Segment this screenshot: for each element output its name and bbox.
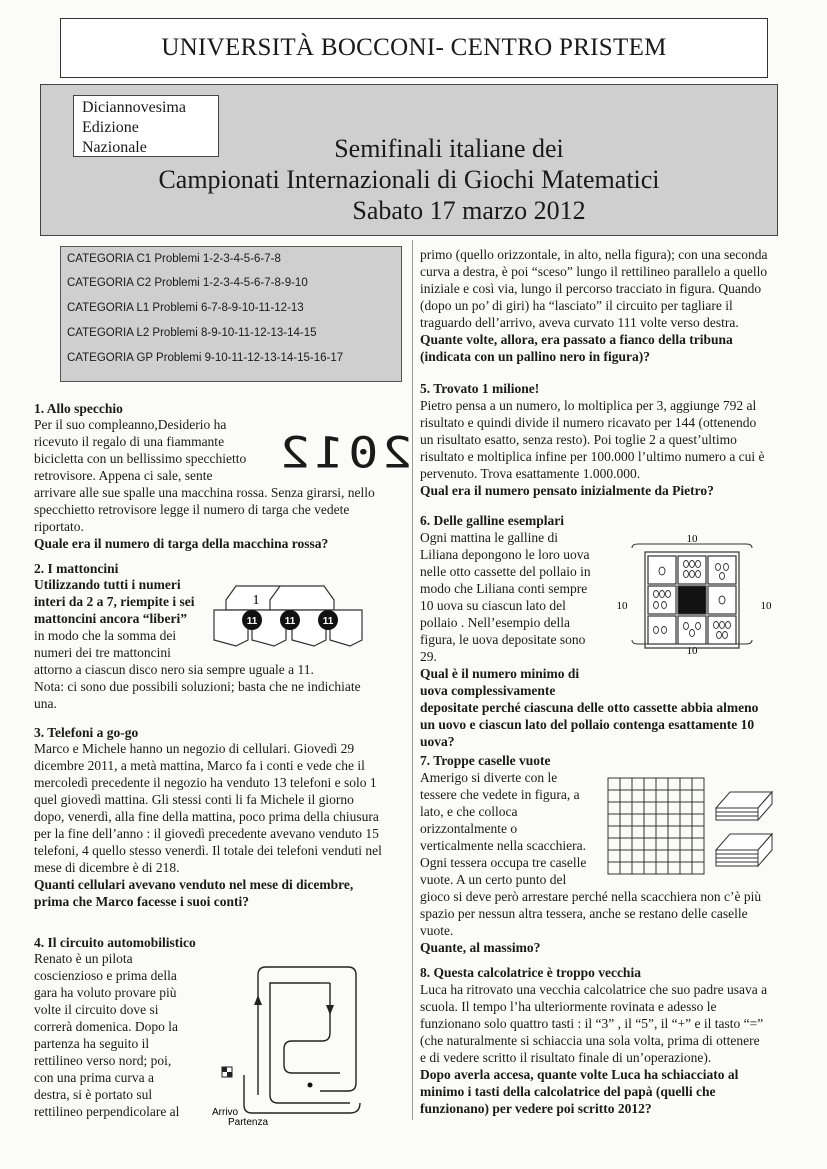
text-line: in modo che la somma dei [34,628,177,643]
category-item: CATEGORIA C2 Problemi 1-2-3-4-5-6-7-8-9-10 [67,277,308,289]
text-line: vuote. [420,923,454,938]
text-line: Liliana depongono le loro uova [420,547,590,562]
text-line: spazio per nessun altra tessera, anche se restano delle caselle [420,906,748,921]
text-line: destra, si è portato sul [34,1087,153,1102]
text-line: rettilineo perpendicolare al [34,1104,180,1119]
arrivo-label: Arrivo [212,1107,239,1118]
text-line: Ogni tessera occupa tre caselle [420,855,587,870]
text-line: Dopo averla accesa, quante volte Luca ha schiacciato al [420,1067,739,1082]
problem-4-text [34,950,179,1120]
text-line: Quante volte, allora, era passato a fianco della tribuna [420,332,733,347]
text-line: dicembre 2011, a metà mattina, Marco fa i conti e vede che il [34,758,365,773]
problem-1-question: Quale era il numero di targa della macchina rossa? [34,536,329,551]
henhouse-figure [612,530,772,658]
text-line: funzionano) per vedere poi scritto 2012? [420,1101,652,1116]
text-line: vuote. A un certo punto del [420,872,567,887]
disc-number: 11 [246,616,258,627]
text-line: quel giovedì mattina. Gli stessi conti li fa Michele il giorno [34,792,354,807]
problem-3-text [34,740,382,910]
text-line: per la fine dell’anno : il giovedì precedente avevano venduto 15 [34,826,379,841]
text-line: telefoni, 4 quello stesso venerdì. Il totale dei telefoni venduti nel [34,843,382,858]
text-line: una. [34,696,57,711]
categories-box [60,246,402,382]
text-line: coscienzioso e prima della [34,968,177,983]
disc-number: 11 [284,616,296,627]
problem-6-title: 6. Delle galline esemplari [420,513,564,528]
text-line: Amerigo si diverte con le [420,770,558,785]
problem-7-title: 7. Troppe caselle vuote [420,753,551,768]
bricks-figure [212,580,364,650]
problem-7-question: Quante, al massimo? [420,940,541,955]
text-line: Luca ha ritrovato una vecchia calcolatrice che suo padre usava a [420,982,768,997]
text-line: un risultato esatto, senza resto). Poi toglie 2 a quest’ultimo [420,432,737,447]
text-line: uova complessivamente [420,683,556,698]
text-line: Renato è un pilota [34,951,133,966]
category-item: CATEGORIA L2 Problemi 8-9-10-11-12-13-14-15 [67,327,317,339]
circuit-figure [200,955,370,1125]
text-line: correrà domenica. Dopo la [34,1019,178,1034]
text-line: e di vedere scritto il risultato finale di un’operazione). [420,1050,712,1065]
problem-1-title: 1. Allo specchio [34,401,123,416]
text-line: 29. [420,649,437,664]
text-line: lato, e che colloca [420,804,518,819]
text-line: (indicata con un pallino nero in figura)? [420,349,651,364]
text-line: mercoledì precedente il negozio ha venduto 13 telefoni e solo 1 [34,775,377,790]
text-line: ricevuto il regalo di una fiammante [34,434,225,449]
text-line: riportato. [34,519,84,534]
text-line: pervenuto. Trova esattamente 1.000.000. [420,466,641,481]
problem-5-text [420,397,765,499]
text-line: risultato e moltiplica infine per 100.000 l’ultimo numero a cui è [420,449,765,464]
text-line: partenza ha seguito il [34,1036,150,1051]
text-line: rettilineo verso nord; poi, [34,1053,172,1068]
text-line: numeri dei tre mattoncini [34,645,171,660]
side-count-label: 10 [616,600,628,612]
text-line: con una prima curva a [34,1070,154,1085]
text-line: bicicletta con un bellissimo specchietto [34,451,247,466]
problem-4-continued [420,246,768,365]
text-line: dopo, venerdì, alla fine della mattina, poco prima della chiusura [34,809,379,824]
problem-4-title: 4. Il circuito automobilistico [34,935,196,950]
edition-line: Diciannovesima [82,99,186,116]
column-divider [412,240,413,1120]
side-count-label: 10 [686,533,698,545]
text-line: gara ha voluto provare più [34,985,177,1000]
text-line: minimo i tasti della calcolatrice del papà (quelli che [420,1084,716,1099]
side-count-label: 10 [760,600,772,612]
text-line: primo (quello orizzontale, in alto, nella figura); con una seconda [420,247,768,262]
text-line: Marco e Michele hanno un negozio di cellulari. Giovedì 29 [34,741,355,756]
text-line: scuola. Il tempo l’ha ulteriormente rovinata e adesso le [420,999,717,1014]
text-line: nelle otto cassette del pollaio in [420,564,591,579]
text-line: orizzontalmente o [420,821,518,836]
text-line: retrovisore. Appena ci sale, sente [34,468,213,483]
text-line: curva a destra, è poi “sceso” lungo il rettilineo parallelo a quello [420,264,768,279]
text-line: interi da 2 a 7, riempite i sei [34,594,195,609]
title-line: Campionati Internazionali di Giochi Matematici [158,165,660,194]
license-plate-mirrored: 2012 [276,428,413,478]
partenza-label: Partenza [228,1117,269,1125]
checkerboard-figure [606,776,706,876]
text-line: uova? [420,734,455,749]
university-title: UNIVERSITÀ BOCCONI- CENTRO PRISTEM [60,18,768,78]
text-line: iniziale e così via, lungo il percorso tracciato in figura. Quando [420,281,762,296]
category-item: CATEGORIA GP Problemi 9-10-11-12-13-14-15-16-17 [67,352,344,364]
text-line: mattoncini ancora “liberi” [34,611,187,626]
text-line: attorno a ciascun disco nero sia sempre uguale a 11. [34,662,314,677]
text-line: un uovo e ciascun lato del pollaio contenga esattamente 10 [420,717,755,732]
text-line: Ogni mattina le galline di [420,530,558,545]
text-line: Nota: ci sono due possibili soluzioni; basta che ne indichiate [34,679,361,694]
disc-number: 11 [322,616,334,627]
edition-line: Nazionale [82,139,147,156]
text-line: figura, le uova depositate sono [420,632,586,647]
header-banner [40,84,778,236]
problem-2-title: 2. I mattoncini [34,561,119,576]
title-date: Sabato 17 marzo 2012 [352,196,586,225]
text-line: 10 uova su ciascun lato del [420,598,566,613]
text-line: Per il suo compleanno,Desiderio ha [34,417,227,432]
text-line: tessere che vedete in figura, a [420,787,580,802]
text-line: Quanti cellulari avevano venduto nel mese di dicembre, [34,877,354,892]
side-count-label: 10 [686,645,698,657]
problem-5-question: Qual era il numero pensato inizialmente da Pietro? [420,483,714,498]
competition-title [41,133,777,226]
text-line: (dopo un po’ di giri) ha “lasciato” il circuito per tagliare il [420,298,733,313]
text-line: prima che Marco facesse i suoi conti? [34,894,249,909]
problem-8-title: 8. Questa calcolatrice è troppo vecchia [420,965,641,980]
text-line: depositate perché ciascuna delle otto cassette abbia almeno [420,700,759,715]
text-line: mese di dicembre è di 218. [34,860,180,875]
text-line: Utilizzando tutti i numeri [34,577,181,592]
problem-5-title: 5. Trovato 1 milione! [420,381,540,396]
text-line: specchietto retrovisore legge il numero di targa che vedete [34,502,350,517]
given-brick-number: 1 [252,593,260,608]
text-line: Qual è il numero minimo di [420,666,580,681]
category-item: CATEGORIA C1 Problemi 1-2-3-4-5-6-7-8 [67,253,281,265]
text-line: modo che Liliana conti sempre [420,581,588,596]
text-line: gioco si deve però arrestare perché nella scacchiera non c’è più [420,889,762,904]
text-line: traguardo dell’arrivo, aveva curvato 111 volte verso destra. [420,315,739,330]
edition-line: Edizione [82,119,139,136]
text-line: funzionano solo quattro tasti : il “3” , il “5”, il “+” e il tasto “=” [420,1016,764,1031]
text-line: verticalmente nella scacchiera. [420,838,587,853]
category-item: CATEGORIA L1 Problemi 6-7-8-9-10-11-12-13 [67,302,304,314]
text-line: Pietro pensa a un numero, lo moltiplica per 3, aggiunge 792 al [420,398,757,413]
text-line: (che naturalmente si schiaccia una sola volta, prima di ottenere [420,1033,760,1048]
tiles-stack-figure [710,786,774,876]
text-line: pollaio . Nell’esempio della [420,615,570,630]
text-line: arrivare alle sue spalle una macchina rossa. Senza girarsi, nello [34,485,375,500]
text-line: volte il circuito dove si [34,1002,159,1017]
title-line: Semifinali italiane dei [334,134,564,163]
problem-8-text [420,981,767,1117]
text-line: risultato e quindi divide il numero ricavato per 144 (ottenendo [420,415,757,430]
problem-3-title: 3. Telefoni a go-go [34,725,139,740]
